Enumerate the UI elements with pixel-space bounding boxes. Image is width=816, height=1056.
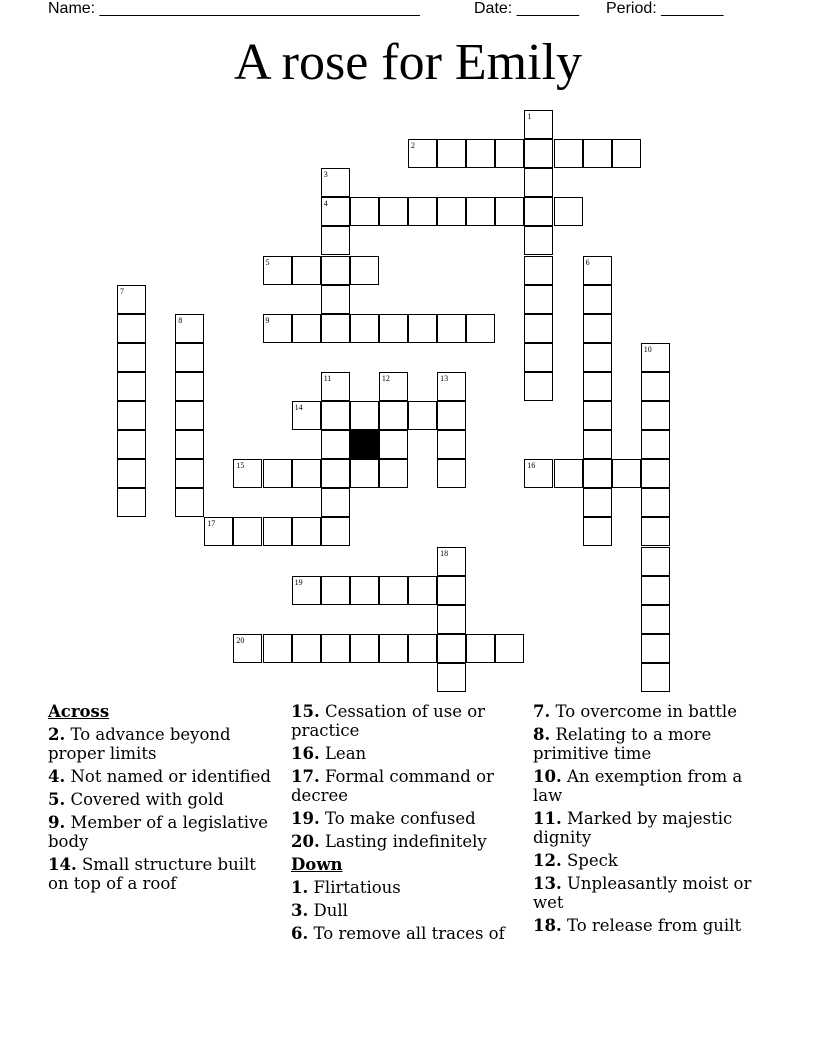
grid-cell[interactable]: [437, 197, 466, 226]
clue-number: 3: [323, 170, 328, 180]
clue-number: 12: [381, 373, 390, 383]
grid-cell[interactable]: [641, 372, 670, 401]
grid-cell[interactable]: [117, 488, 146, 517]
clue-number: 16: [527, 461, 536, 471]
grid-cell[interactable]: [437, 459, 466, 488]
clue-across-16: 16. Lean: [291, 744, 367, 763]
grid-cell[interactable]: [641, 517, 670, 546]
grid-cell[interactable]: [612, 139, 641, 168]
grid-cell[interactable]: [641, 663, 670, 692]
grid-cell[interactable]: [408, 576, 437, 605]
clue-down-3: 3. Dull: [291, 901, 348, 920]
grid-cell[interactable]: [350, 197, 379, 226]
clue-across-15: 15. Cessation of use or practice: [291, 702, 486, 740]
grid-cell[interactable]: [554, 459, 583, 488]
grid-cell[interactable]: [583, 459, 612, 488]
grid-cell[interactable]: [379, 459, 408, 488]
grid-cell[interactable]: [466, 139, 495, 168]
grid-cell[interactable]: [554, 197, 583, 226]
grid-cell[interactable]: [263, 517, 292, 546]
grid-cell[interactable]: [641, 401, 670, 430]
grid-cell[interactable]: [263, 634, 292, 663]
grid-cell[interactable]: [321, 285, 350, 314]
grid-cell[interactable]: [408, 197, 437, 226]
grid-cell[interactable]: [321, 517, 350, 546]
grid-cell[interactable]: [583, 372, 612, 401]
grid-cell[interactable]: [408, 401, 437, 430]
grid-cell[interactable]: [466, 197, 495, 226]
clue-across-9: 9. Member of a legislative body: [48, 813, 269, 851]
grid-cell[interactable]: [321, 314, 350, 343]
grid-cell[interactable]: [379, 401, 408, 430]
clue-number: 10: [643, 344, 652, 354]
clue-down-12: 12. Speck: [533, 851, 618, 870]
clue-down-11: 11. Marked by majestic dignity: [533, 809, 733, 847]
grid-cell[interactable]: [379, 314, 408, 343]
grid-cell[interactable]: [641, 459, 670, 488]
grid-cell[interactable]: [292, 256, 321, 285]
grid-cell[interactable]: [321, 256, 350, 285]
page-title: A rose for Emily: [233, 34, 583, 91]
clue-down-13: 13. Unpleasantly moist or wet: [533, 874, 752, 912]
clue-number: 4: [323, 199, 328, 209]
clue-number: 7: [120, 286, 124, 296]
grid-cell[interactable]: [233, 517, 262, 546]
grid-cell[interactable]: [379, 197, 408, 226]
clues-column-3: [533, 702, 761, 939]
grid-cell[interactable]: [437, 605, 466, 634]
grid-cell[interactable]: [408, 314, 437, 343]
grid-cell[interactable]: [175, 401, 204, 430]
clue-down-18: 18. To release from guilt: [533, 916, 742, 935]
clue-number: 17: [207, 519, 216, 529]
grid-cell[interactable]: [321, 488, 350, 517]
grid-cell[interactable]: [583, 488, 612, 517]
grid-cell[interactable]: [350, 459, 379, 488]
grid-cell[interactable]: [117, 430, 146, 459]
grid-cell[interactable]: [117, 372, 146, 401]
grid-cell[interactable]: [495, 634, 524, 663]
grid-cell[interactable]: [379, 430, 408, 459]
grid-cell[interactable]: [437, 401, 466, 430]
clue-across-14: 14. Small structure built on top of a roof: [48, 855, 256, 893]
grid-cell[interactable]: [641, 488, 670, 517]
grid-cell[interactable]: [583, 285, 612, 314]
grid-cell[interactable]: [117, 314, 146, 343]
period-field-label: Period: _______: [606, 0, 724, 17]
clues-column-2: [291, 702, 519, 947]
grid-cell[interactable]: [379, 634, 408, 663]
grid-cell[interactable]: [321, 430, 350, 459]
clue-across-4: 4. Not named or identified: [48, 767, 271, 786]
grid-cell[interactable]: [437, 139, 466, 168]
grid-cell[interactable]: [321, 226, 350, 255]
grid-cell[interactable]: [612, 459, 641, 488]
clue-down-10: 10. An exemption from a law: [533, 767, 743, 805]
clue-across-20: 20. Lasting indefinitely: [291, 832, 487, 851]
grid-cell[interactable]: [524, 226, 553, 255]
clue-number: 11: [323, 373, 332, 383]
grid-cell[interactable]: [292, 634, 321, 663]
clue-number: 19: [294, 577, 303, 587]
grid-cell[interactable]: [175, 459, 204, 488]
grid-cell[interactable]: [175, 343, 204, 372]
clue-down-1: 1. Flirtatious: [291, 878, 401, 897]
grid-cell[interactable]: [437, 314, 466, 343]
clue-down-6: 6. To remove all traces of: [291, 924, 505, 943]
clues-column-1: [48, 702, 276, 897]
grid-cell[interactable]: [554, 139, 583, 168]
clue-number: 18: [440, 548, 449, 558]
grid-cell[interactable]: [321, 401, 350, 430]
clue-number: 13: [440, 373, 449, 383]
grid-cell[interactable]: [641, 634, 670, 663]
grid-cell[interactable]: [466, 314, 495, 343]
grid-cell[interactable]: [321, 634, 350, 663]
clue-number: 5: [265, 257, 270, 267]
grid-cell[interactable]: [524, 372, 553, 401]
grid-cell[interactable]: [524, 139, 553, 168]
grid-cell[interactable]: [524, 256, 553, 285]
grid-cell[interactable]: [641, 576, 670, 605]
clue-down-8: 8. Relating to a more primitive time: [533, 725, 712, 763]
grid-cell[interactable]: [495, 139, 524, 168]
grid-cell[interactable]: [321, 459, 350, 488]
grid-cell[interactable]: [583, 314, 612, 343]
grid-cell[interactable]: [117, 343, 146, 372]
clue-down-7: 7. To overcome in battle: [533, 702, 737, 721]
grid-cell[interactable]: [117, 401, 146, 430]
grid-cell[interactable]: [524, 285, 553, 314]
grid-cell[interactable]: [175, 488, 204, 517]
grid-cell[interactable]: [495, 197, 524, 226]
grid-cell[interactable]: [292, 517, 321, 546]
grid-cell[interactable]: [350, 401, 379, 430]
grid-cell[interactable]: [292, 314, 321, 343]
grid-cell[interactable]: [437, 576, 466, 605]
grid-cell[interactable]: [437, 634, 466, 663]
grid-cell[interactable]: [466, 634, 495, 663]
grid-cell[interactable]: [641, 605, 670, 634]
grid-cell[interactable]: [437, 430, 466, 459]
down-heading: Down: [291, 855, 343, 874]
grid-cell[interactable]: [583, 401, 612, 430]
grid-cell[interactable]: [350, 314, 379, 343]
grid-cell[interactable]: [524, 314, 553, 343]
clue-across-19: 19. To make confused: [291, 809, 476, 828]
grid-cell[interactable]: [117, 459, 146, 488]
grid-cell[interactable]: [437, 663, 466, 692]
grid-cell[interactable]: [350, 634, 379, 663]
grid-cell[interactable]: [583, 517, 612, 546]
clue-number: 14: [294, 403, 303, 412]
grid-cell[interactable]: [583, 343, 612, 372]
grid-cell[interactable]: [641, 430, 670, 459]
grid-cell[interactable]: [350, 256, 379, 285]
clue-number: 15: [236, 461, 245, 471]
grid-cell[interactable]: [583, 139, 612, 168]
clue-across-17: 17. Formal command or decree: [291, 767, 494, 805]
grid-cell[interactable]: [641, 547, 670, 576]
grid-cell[interactable]: [263, 459, 292, 488]
across-heading: Across: [48, 702, 110, 721]
blocked-cell: [350, 430, 379, 459]
clue-across-5: 5. Covered with gold: [48, 790, 224, 809]
clue-number: 8: [178, 315, 183, 325]
grid-cell[interactable]: [408, 634, 437, 663]
grid-cell[interactable]: [292, 459, 321, 488]
grid-cell[interactable]: [583, 430, 612, 459]
clue-number: 9: [265, 315, 270, 325]
clue-number: 1: [527, 112, 532, 121]
grid-cell[interactable]: [175, 430, 204, 459]
date-field-label: Date: _______: [474, 0, 579, 17]
name-field-label: Name: ____________________________________: [48, 0, 420, 17]
grid-cell[interactable]: [321, 576, 350, 605]
grid-cell[interactable]: [379, 576, 408, 605]
grid-cell[interactable]: [350, 576, 379, 605]
grid-cell[interactable]: [524, 343, 553, 372]
grid-cell[interactable]: [524, 197, 553, 226]
grid-cell[interactable]: [524, 168, 553, 197]
clue-number: 20: [236, 635, 245, 645]
clue-number: 6: [585, 257, 590, 267]
grid-cell[interactable]: [175, 372, 204, 401]
clue-number: 2: [411, 141, 415, 151]
clue-across-2: 2. To advance beyond proper limits: [48, 725, 231, 763]
